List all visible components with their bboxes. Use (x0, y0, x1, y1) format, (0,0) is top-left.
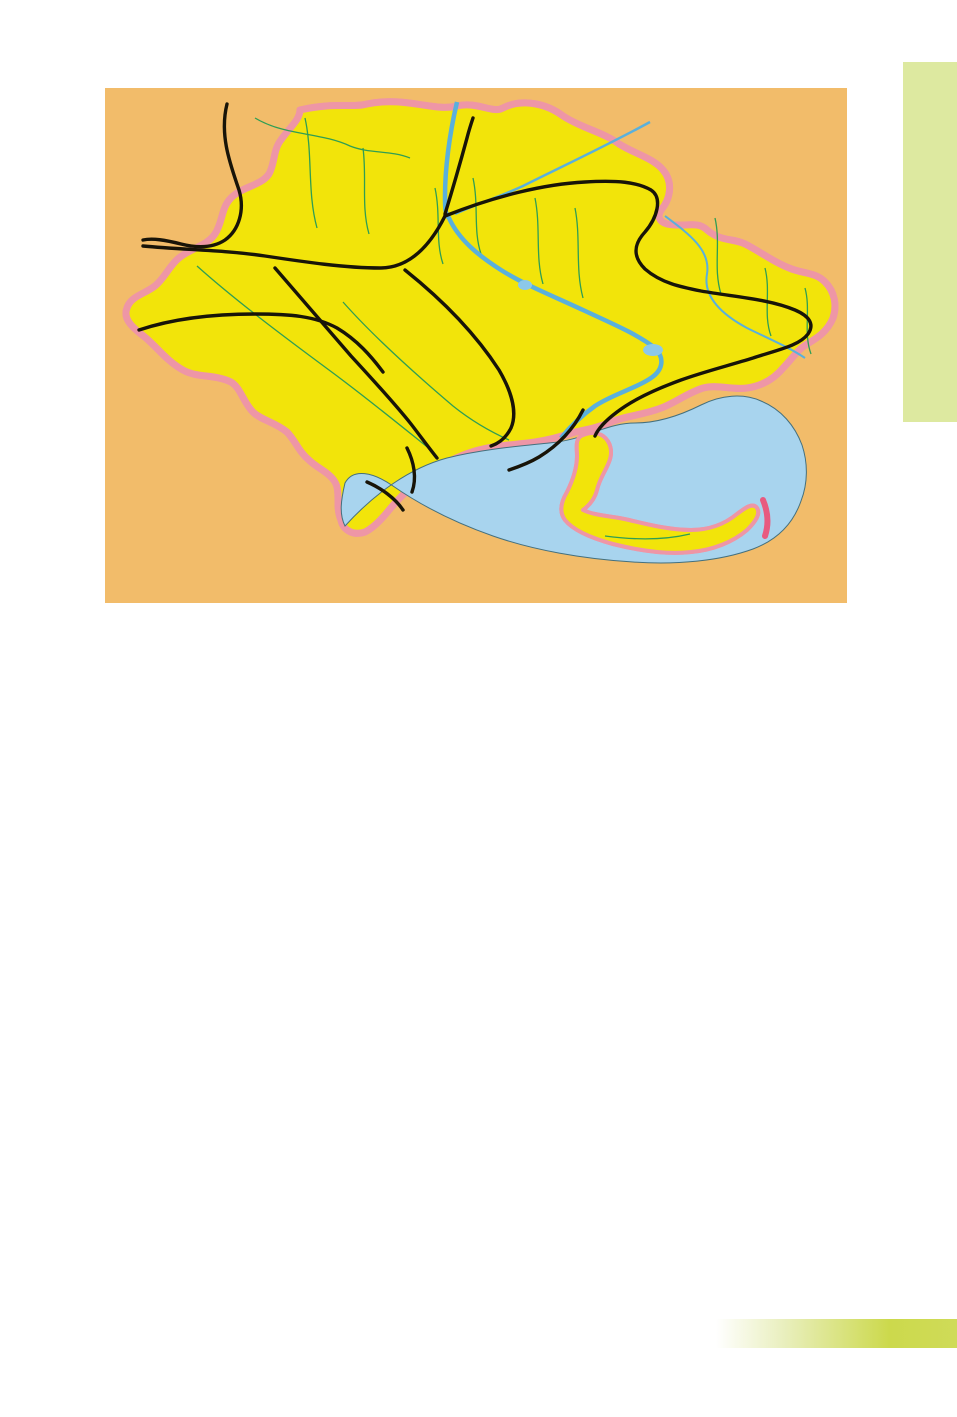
chapter-tab (903, 62, 957, 422)
page-number-bar (716, 1319, 957, 1348)
map-svg (105, 88, 847, 603)
river-basins-map (105, 88, 847, 603)
chapter-tab-svg (903, 62, 957, 422)
